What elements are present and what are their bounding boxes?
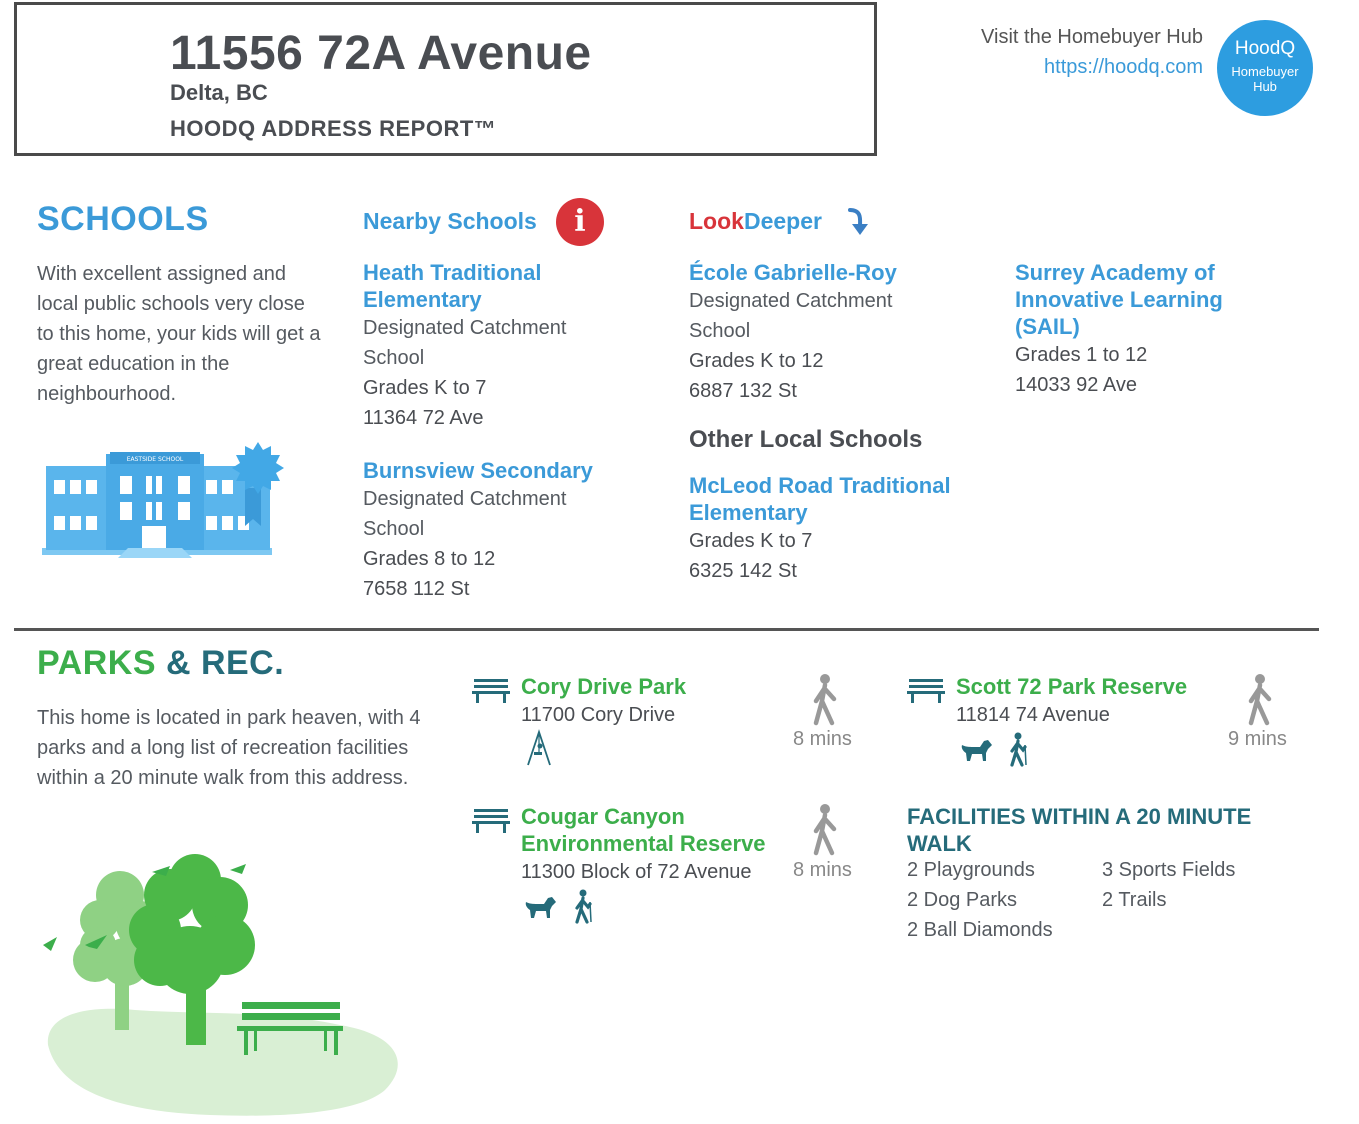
- school-address: 14033 92 Ave: [1015, 374, 1137, 396]
- school-card: [363, 259, 663, 433]
- school-grades: Grades K to 7: [689, 530, 813, 552]
- walk-time: 8 mins: [793, 859, 852, 881]
- park-name[interactable]: Cory Drive Park: [521, 674, 687, 699]
- lookdeeper-look: Look: [689, 208, 744, 234]
- park-address: 11300 Block of 72 Avenue: [521, 861, 752, 883]
- school-type: Designated Catchment School: [363, 488, 567, 540]
- dog-icon: [958, 737, 994, 763]
- hiker-icon: [572, 889, 594, 923]
- school-address: 7658 112 St: [363, 578, 470, 600]
- badge-line2: [1217, 64, 1313, 94]
- park-card: [521, 803, 786, 887]
- facility-item: 2 Ball Diamonds: [907, 919, 1053, 941]
- school-name[interactable]: Burnsview Secondary: [363, 458, 593, 483]
- arrow-down-icon: [846, 208, 870, 236]
- badge-line3-text: Hub: [1253, 79, 1277, 94]
- facility-item: 2 Trails: [1102, 889, 1167, 911]
- park-address: 11814 74 Avenue: [956, 704, 1110, 726]
- school-grades: Grades 1 to 12: [1015, 344, 1148, 366]
- facilities-heading: FACILITIES WITHIN A 20 MINUTE WALK: [907, 804, 1252, 856]
- hiker-icon: [1007, 732, 1029, 766]
- schools-section-title: SCHOOLS: [37, 200, 209, 238]
- school-sign-text: EASTSIDE SCHOOL: [126, 456, 184, 463]
- lookdeeper-link[interactable]: [689, 208, 822, 235]
- parks-title-part2: & REC.: [156, 644, 285, 682]
- school-card: [363, 457, 663, 604]
- hub-link[interactable]: https://hoodq.com: [1044, 56, 1203, 78]
- park-card: [521, 673, 781, 730]
- school-grades: Grades 8 to 12: [363, 548, 496, 570]
- parks-section-title: [37, 644, 284, 683]
- schools-intro: With excellent assigned and local public schools very close to this home, your kids will get a great education in the neighbourhood.: [37, 263, 321, 405]
- hub-text: Visit the Homebuyer Hub: [981, 26, 1203, 48]
- school-card: [689, 259, 989, 406]
- park-address: 11700 Cory Drive: [521, 704, 676, 726]
- walking-person-icon: [1243, 673, 1277, 725]
- walk-time: 9 mins: [1228, 728, 1287, 750]
- facility-item: 2 Dog Parks: [907, 889, 1018, 911]
- bench-icon: [907, 677, 945, 703]
- parks-intro: This home is located in park heaven, with 4 parks and a long list of recreation facilities within a 20 minute walk from this address.: [37, 707, 421, 789]
- facility-item: 3 Sports Fields: [1102, 859, 1236, 881]
- lookdeeper-deeper: Deeper: [743, 208, 822, 234]
- school-building-illustration: [40, 440, 290, 565]
- school-address: 11364 72 Ave: [363, 407, 484, 429]
- school-address: 6887 132 St: [689, 380, 797, 402]
- school-card: [689, 472, 989, 586]
- bench-icon: [472, 677, 510, 703]
- school-name[interactable]: École Gabrielle-Roy: [689, 260, 897, 285]
- parks-title-part1: PARKS: [37, 644, 156, 682]
- badge-line2-text: Homebuyer: [1231, 64, 1299, 79]
- school-grades: Grades K to 12: [689, 350, 824, 372]
- school-name[interactable]: Heath Traditional Elementary: [363, 260, 542, 312]
- school-address: 6325 142 St: [689, 560, 797, 582]
- school-type: Designated Catchment School: [363, 317, 567, 369]
- park-card: [956, 673, 1216, 730]
- park-illustration: [40, 850, 405, 1120]
- other-schools-heading: Other Local Schools: [689, 426, 923, 453]
- info-icon[interactable]: i: [556, 198, 604, 246]
- badge-line1: HoodQ: [1234, 38, 1296, 59]
- school-name[interactable]: Surrey Academy of Innovative Learning (SAIL): [1015, 260, 1223, 339]
- bench-icon: [472, 807, 510, 833]
- school-card: [1015, 259, 1265, 400]
- park-name[interactable]: Cougar Canyon Environmental Reserve: [521, 804, 766, 856]
- school-name[interactable]: McLeod Road Traditional Elementary: [689, 473, 951, 525]
- address-city: Delta, BC: [170, 80, 268, 105]
- school-grades: Grades K to 7: [363, 377, 487, 399]
- dog-icon: [522, 894, 558, 920]
- section-divider: [14, 628, 1319, 631]
- facility-item: 2 Playgrounds: [907, 859, 1035, 881]
- walking-person-icon: [808, 673, 842, 725]
- hoodq-hub-badge[interactable]: [1217, 20, 1313, 116]
- playground-icon: [524, 730, 554, 766]
- school-type: Designated Catchment School: [689, 290, 893, 342]
- report-label: HOODQ ADDRESS REPORT™: [170, 116, 497, 141]
- address-title: 11556 72A Avenue: [170, 27, 592, 80]
- walk-time: 8 mins: [793, 728, 852, 750]
- park-name[interactable]: Scott 72 Park Reserve: [956, 674, 1188, 699]
- homebuyer-hub-promo: [981, 22, 1203, 82]
- walking-person-icon: [808, 803, 842, 855]
- nearby-schools-heading: Nearby Schools: [363, 208, 537, 234]
